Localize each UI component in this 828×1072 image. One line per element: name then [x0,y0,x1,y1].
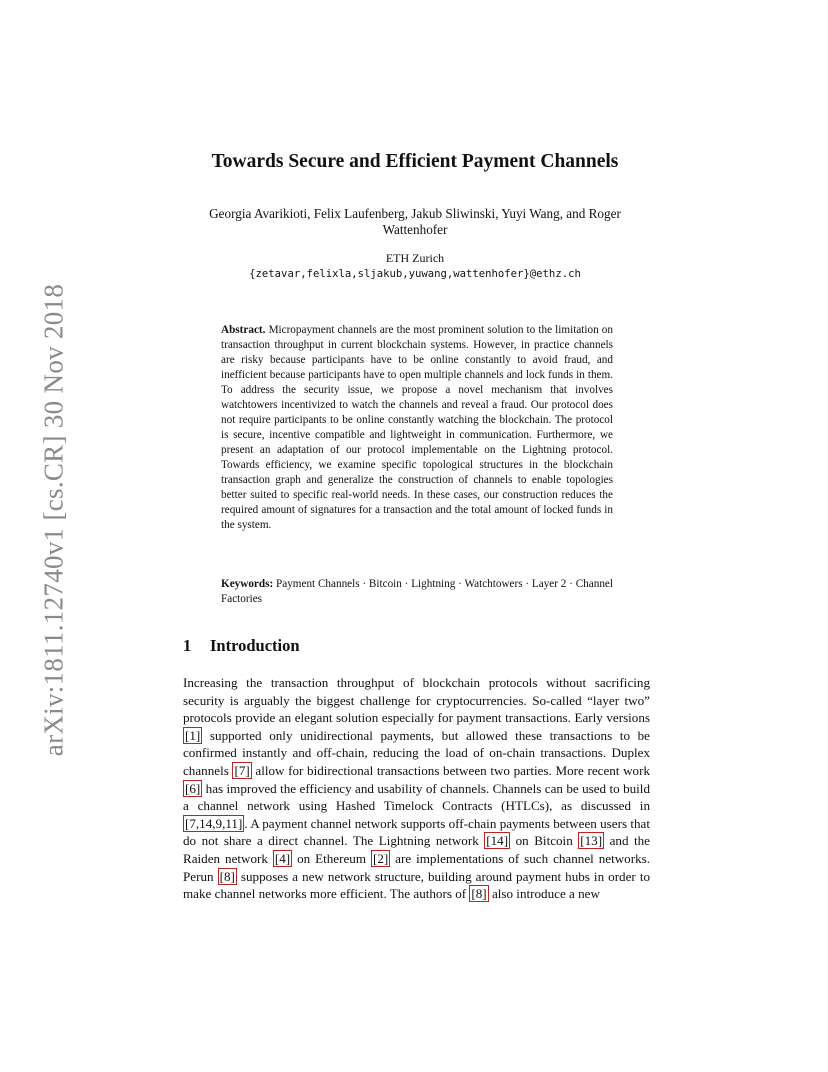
citation-link[interactable]: [7] [234,762,250,778]
intro-text: Increasing the transaction throughput of blockchain protocols without sacrificing security is arguably the biggest challenge for cryptocurrencies. So-called “layer two” protocols provide an elegant solution especially for payment transactions. Early versions [183,675,650,726]
author-list: Georgia Avarikioti, Felix Laufenberg, Jakub Sliwinski, Yuyi Wang, and Roger Wattenhofer [209,206,621,237]
arxiv-identifier: arXiv:1811.12740v1 [cs.CR] 30 Nov 2018 [38,283,69,757]
section-heading-introduction [183,636,300,656]
paper-title: Towards Secure and Efficient Payment Channels [211,151,619,172]
keywords [221,577,613,607]
affiliation-block [180,250,650,282]
citation-link[interactable]: [1] [185,727,201,743]
citation-link[interactable]: [13] [580,833,603,849]
abstract [221,323,613,533]
citation-link[interactable]: [8] [219,868,235,884]
citation-link[interactable]: [6] [185,780,201,796]
introduction-paragraph [183,674,650,903]
intro-text: also introduce a new [488,886,600,902]
keywords-text: Payment Channels · Bitcoin · Lightning · Watchtowers · Layer 2 · Channel Factories [221,578,613,605]
citation-link[interactable]: [4] [274,850,291,866]
abstract-text: Micropayment channels are the most prominent solution to the limitation on transaction throughput in current blockchain systems. However, in practice channels are risky because participants have to be online constantly to avoid fraud, and inefficient because participants have to open multiple channels and lock funds in them. To address the security issue, we propose a novel mechanism that involves watchtowers incentivized to watch the channels and reveal a fraud. Our protocol does not require participants to be online constantly watching the blockchain. The protocol is secure, incentive compatible and lightweight in communication. Furthermore, we present an adaptation of our protocol implementable on the Lightning protocol. Towards efficiency, we examine specific topological structures in the blockchain transaction graph and generalize the construction of channels to enable topologies better suited to specific real-world needs. In these cases, our construction reduces the required amount of signatures for a transaction and the total amount of locked funds in the system. [221,324,613,531]
keywords-label: Keywords: [221,578,274,590]
citation-link[interactable]: [2] [372,850,389,866]
citation-link[interactable]: [14] [486,833,509,849]
section-title: Introduction [210,636,300,655]
intro-text: on Ethereum [292,850,371,866]
email-addresses: {zetavar,felixla,sljakub,yuwang,wattenhofer}@ethz.ch [249,268,581,280]
intro-text: supposes a new network structure, building around payment hubs in order to make channel networks more efficient. The authors of [183,868,650,902]
intro-text: supported only unidirectional payments, but allowed these transactions to be confirmed instantly and off-chain, reducing the load of on-chain transactions. Duplex channels [183,727,650,778]
intro-text: are implementations of such channel networks. Perun [183,850,650,884]
intro-text: allow for bidirectional transactions between two parties. More recent work [251,762,650,778]
intro-text: has improved the efficiency and usability of channels. Channels can be used to build a channel network using Hashed Timelock Contracts (HTLCs), as discussed in [183,780,650,814]
section-number: 1 [183,636,192,655]
intro-text: on Bitcoin [510,833,579,849]
citation-link[interactable]: [8] [471,886,487,902]
intro-text: and the Raiden network [183,833,650,866]
abstract-label: Abstract. [221,324,266,336]
intro-text: . A payment channel network supports off-chain payments between users that do not share a direct channel. The Lightning network [183,815,650,849]
citation-link[interactable]: [7,14,9,11] [185,815,243,831]
institution: ETH Zurich [385,251,445,265]
